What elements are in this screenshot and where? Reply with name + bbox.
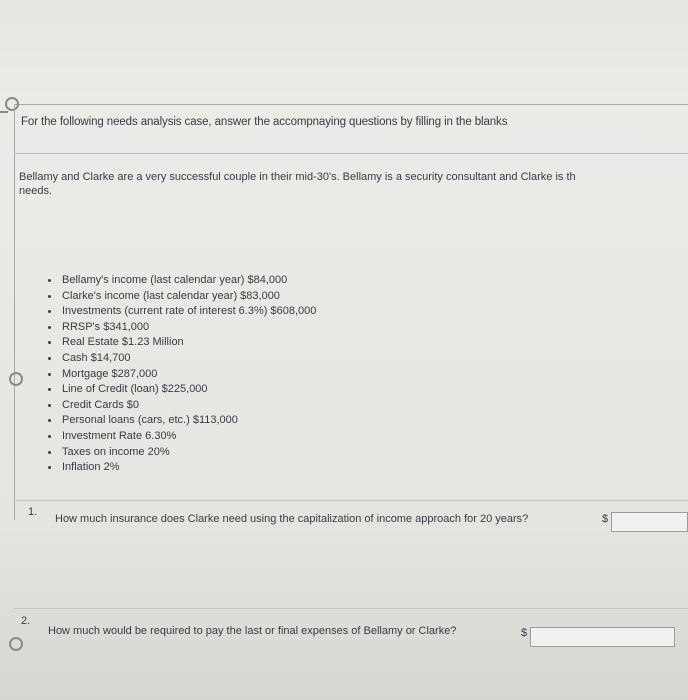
- question-1-answer-field[interactable]: [611, 512, 688, 532]
- question-1-currency: $: [602, 513, 609, 525]
- list-item: Real Estate $1.23 Million: [46, 335, 316, 351]
- bullet-icon: [48, 419, 51, 422]
- bullet-icon: [48, 388, 51, 391]
- case-description: [19, 171, 688, 198]
- screen-top-area: [0, 0, 688, 100]
- list-item: Line of Credit (loan) $225,000: [46, 382, 316, 398]
- list-item: Investments (current rate of interest 6.3%) $608,000: [46, 304, 316, 320]
- bullet-icon: [48, 466, 51, 469]
- question-1-divider: [14, 500, 688, 501]
- list-item: Inflation 2%: [46, 460, 316, 476]
- section-divider-top: [14, 104, 688, 105]
- bullet-icon: [48, 341, 51, 344]
- bullet-icon: [48, 357, 51, 360]
- ring-marker-icon: [9, 637, 23, 651]
- bullet-icon: [48, 326, 51, 329]
- case-description-line-1: Bellamy and Clarke are a very successful couple in their mid-30's. Bellamy is a security consultant and Clarke is th: [19, 171, 576, 183]
- instructions-text: For the following needs analysis case, answer the accompnaying questions by filling in the blanks: [21, 116, 508, 128]
- list-item: Taxes on income 20%: [46, 445, 316, 461]
- question-1-number: 1.: [28, 506, 38, 518]
- bullet-icon: [48, 310, 51, 313]
- ring-marker-icon: [9, 372, 23, 386]
- list-item: RRSP's $341,000: [46, 320, 316, 336]
- bullet-icon: [48, 451, 51, 454]
- question-2-text: How much would be required to pay the last or final expenses of Bellamy or Clarke?: [48, 625, 457, 637]
- bullet-icon: [48, 295, 51, 298]
- case-description-line-2: needs.: [19, 184, 53, 197]
- list-item: Cash $14,700: [46, 351, 316, 367]
- section-divider-case: [14, 153, 688, 154]
- ring-tail-icon: [0, 111, 8, 113]
- list-item: Personal loans (cars, etc.) $113,000: [46, 413, 316, 429]
- client-facts-list: [46, 273, 316, 476]
- bullet-icon: [48, 435, 51, 438]
- question-1-text: How much insurance does Clarke need using the capitalization of income approach for 20 years?: [55, 513, 529, 525]
- bullet-icon: [48, 404, 51, 407]
- list-item: Mortgage $287,000: [46, 367, 316, 383]
- bullet-icon: [48, 279, 51, 282]
- ring-marker-icon: [5, 97, 19, 111]
- question-2-divider: [14, 608, 688, 609]
- content-left-border: [14, 104, 15, 520]
- list-item: Investment Rate 6.30%: [46, 429, 316, 445]
- list-item: Clarke's income (last calendar year) $83,000: [46, 289, 316, 305]
- question-2-answer-field[interactable]: [530, 627, 675, 647]
- question-2-number: 2.: [21, 615, 31, 627]
- list-item: Credit Cards $0: [46, 398, 316, 414]
- question-2-currency: $: [521, 627, 528, 639]
- bullet-icon: [48, 373, 51, 376]
- list-item: Bellamy's income (last calendar year) $84,000: [46, 273, 316, 289]
